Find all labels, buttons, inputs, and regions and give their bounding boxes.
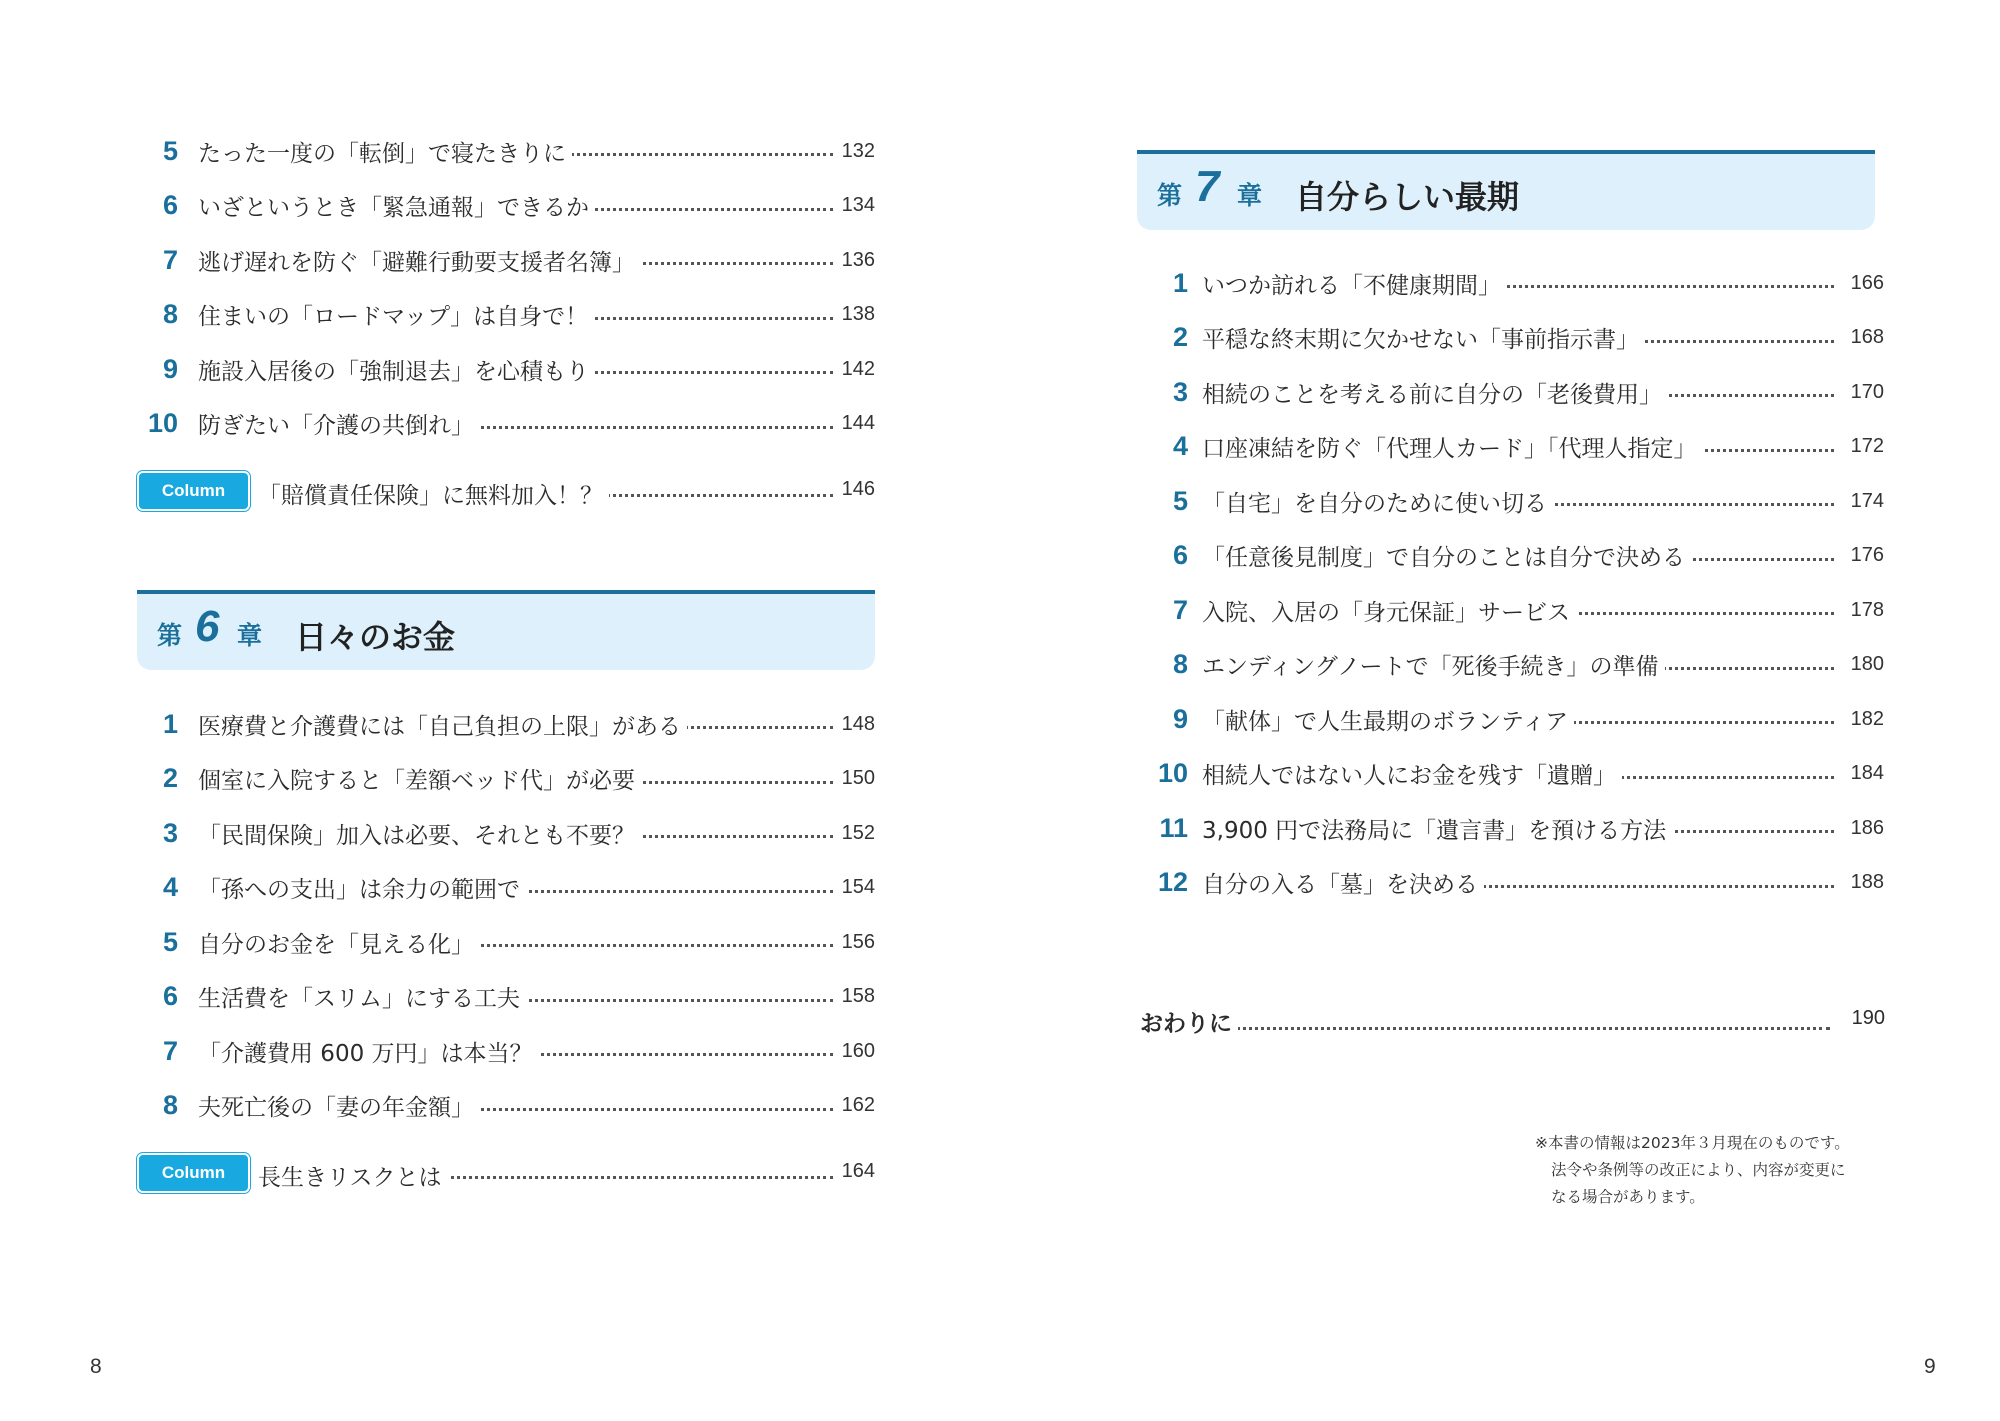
chapter-title: 自分らしい最期	[1295, 178, 1520, 216]
entry-page: 142	[841, 357, 875, 380]
entry-page: 160	[841, 1039, 875, 1062]
entry-title: 自分のお金を「見える化」	[198, 926, 480, 959]
entry-title: 逃げ遅れを防ぐ「避難行動要支援者名簿」	[198, 244, 641, 277]
entry-page: 134	[841, 194, 875, 217]
entry-number: 10	[147, 408, 178, 439]
page-number: 9	[1924, 1355, 1936, 1378]
entry-title: いざというとき「緊急通報」できるか	[198, 189, 595, 222]
entry-title: 防ぎたい「介護の共倒れ」	[198, 407, 480, 440]
entry-number: 7	[1172, 594, 1188, 625]
entry-page: 164	[841, 1160, 875, 1182]
toc-entry[interactable]	[1000, 583, 2000, 638]
entry-title: いつか訪れる「不健康期間」	[1202, 267, 1507, 300]
chapter6-list	[0, 697, 1000, 1201]
column-entry[interactable]	[0, 465, 1000, 519]
entry-title: エンディングノートで「死後手続き」の準備	[1202, 648, 1665, 681]
entry-page: 168	[1850, 326, 1884, 349]
entry-title: 「賠償責任保険」に無料加入！？	[258, 477, 609, 510]
entry-page: 184	[1850, 762, 1884, 785]
chapter-suffix: 章	[1237, 181, 1263, 210]
toc-entry[interactable]	[0, 806, 1000, 861]
toc-entry[interactable]	[1000, 256, 2000, 311]
toc-entry[interactable]	[0, 179, 1000, 234]
entry-page: 178	[1850, 598, 1884, 621]
chapter-6-header[interactable]	[137, 590, 875, 670]
entry-page: 138	[841, 303, 875, 326]
entry-number: 5	[1172, 485, 1188, 516]
chapter-prefix: 第	[157, 621, 183, 650]
toc-entry[interactable]	[0, 861, 1000, 916]
toc-entry[interactable]	[1000, 311, 2000, 366]
publication-note	[1535, 1130, 1895, 1211]
entry-title: 「任意後見制度」で自分のことは自分で決める	[1202, 539, 1691, 572]
toc-entry[interactable]	[1000, 692, 2000, 747]
entry-title: 医療費と介護費には「自己負担の上限」がある	[198, 708, 687, 741]
entry-page: 188	[1850, 871, 1884, 894]
entry-title: 夫死亡後の「妻の年金額」	[198, 1089, 480, 1122]
chapter7-list	[1000, 256, 2000, 910]
entry-page: 170	[1850, 380, 1884, 403]
entry-number: 9	[1172, 703, 1188, 734]
entry-number: 1	[1172, 267, 1188, 298]
column-badge: Column	[137, 1153, 250, 1193]
entry-page: 174	[1850, 489, 1884, 512]
entry-number: 12	[1157, 867, 1188, 898]
entry-page: 150	[841, 767, 875, 790]
entry-title: 長生きリスクとは	[258, 1159, 448, 1192]
entry-page: 152	[841, 821, 875, 844]
entry-page: 180	[1850, 653, 1884, 676]
toc-entry[interactable]	[0, 970, 1000, 1025]
note-line: ※本書の情報は2023年３月現在のものです。	[1535, 1134, 1850, 1152]
toc-entry[interactable]	[0, 124, 1000, 179]
chapter-prefix: 第	[1157, 181, 1183, 210]
entry-number: 3	[1172, 376, 1188, 407]
entry-title: 口座凍結を防ぐ「代理人カード」「代理人指定」	[1202, 430, 1703, 463]
entry-page: 146	[841, 478, 875, 500]
entry-number: 7	[162, 1035, 178, 1066]
toc-entry[interactable]	[1000, 365, 2000, 420]
entry-title: 住まいの「ロードマップ」は自身で！	[198, 298, 594, 331]
entry-title: 「自宅」を自分のために使い切る	[1202, 485, 1553, 518]
entry-number: 4	[1172, 431, 1188, 462]
chapter-number: 6	[195, 602, 220, 651]
entry-number: 6	[162, 981, 178, 1012]
chapter-title: 日々のお金	[295, 618, 456, 656]
entry-number: 5	[162, 135, 178, 166]
entry-page: 148	[841, 712, 875, 735]
entry-number: 5	[162, 926, 178, 957]
entry-page: 162	[841, 1094, 875, 1117]
entry-page: 144	[841, 412, 875, 435]
entry-title: 生活費を「スリム」にする工夫	[198, 980, 526, 1013]
entry-title: 平穏な終末期に欠かせない「事前指示書」	[1202, 321, 1645, 354]
toc-entry[interactable]	[0, 915, 1000, 970]
column-entry[interactable]	[0, 1147, 1000, 1201]
closing-title: おわりに	[1140, 1005, 1238, 1038]
toc-entry[interactable]	[0, 342, 1000, 397]
entry-title: 施設入居後の「強制退去」を心積もり	[198, 353, 595, 386]
toc-entry[interactable]	[1000, 856, 2000, 911]
entry-number: 8	[1172, 649, 1188, 680]
entry-number: 10	[1157, 758, 1188, 789]
entry-title: 自分の入る「墓」を決める	[1202, 866, 1484, 899]
chapter-number: 7	[1195, 162, 1220, 211]
entry-number: 3	[162, 817, 178, 848]
entry-page: 166	[1850, 271, 1884, 294]
entry-title: 「献体」で人生最期のボランティア	[1202, 703, 1574, 736]
closing-page: 190	[1851, 1007, 1885, 1029]
entry-number: 6	[162, 190, 178, 221]
toc-entry[interactable]	[1000, 420, 2000, 475]
toc-entry[interactable]	[1000, 638, 2000, 693]
entry-number: 2	[1172, 322, 1188, 353]
entry-page: 156	[841, 930, 875, 953]
entry-number: 4	[162, 872, 178, 903]
entry-number: 11	[1159, 812, 1188, 843]
entry-title: 「孫への支出」は余力の範囲で	[198, 871, 526, 904]
entry-page: 158	[841, 985, 875, 1008]
chapter-suffix: 章	[237, 621, 263, 650]
toc-entry[interactable]	[0, 1024, 1000, 1079]
note-line: 法令や条例等の改正により、内容が変更に	[1551, 1161, 1846, 1179]
entry-title: 「民間保険」加入は必要、それとも不要？	[198, 817, 641, 850]
toc-entry[interactable]	[1000, 801, 2000, 856]
right-page	[1000, 0, 2000, 1421]
toc-entry[interactable]	[0, 397, 1000, 452]
entry-page: 176	[1850, 544, 1884, 567]
entry-title: 個室に入院すると「差額ベッド代」が必要	[198, 762, 641, 795]
entry-number: 6	[1172, 540, 1188, 571]
entry-page: 182	[1850, 707, 1884, 730]
closing-entry[interactable]	[1140, 1005, 1885, 1045]
toc-entry[interactable]	[0, 288, 1000, 343]
entry-page: 136	[841, 248, 875, 271]
entry-number: 2	[162, 763, 178, 794]
entry-title: 入院、入居の「身元保証」サービス	[1202, 594, 1576, 627]
toc-entry[interactable]	[0, 233, 1000, 288]
note-line: なる場合があります。	[1551, 1188, 1705, 1206]
entry-number: 9	[162, 353, 178, 384]
chapter5-continued-list	[0, 124, 1000, 519]
toc-entry[interactable]	[0, 752, 1000, 807]
toc-entry[interactable]	[1000, 747, 2000, 802]
entry-page: 154	[841, 876, 875, 899]
entry-number: 7	[162, 244, 178, 275]
entry-number: 1	[162, 708, 178, 739]
entry-page: 132	[841, 139, 875, 162]
entry-number: 8	[162, 1090, 178, 1121]
page-number: 8	[90, 1355, 102, 1378]
chapter-7-header[interactable]	[1137, 150, 1875, 230]
toc-entry[interactable]	[0, 697, 1000, 752]
entry-page: 172	[1850, 435, 1884, 458]
entry-title: 「介護費用 600 万円」は本当？	[198, 1035, 539, 1068]
entry-title: たった一度の「転倒」で寝たきりに	[198, 135, 572, 168]
entry-title: 相続人ではない人にお金を残す「遺贈」	[1202, 757, 1622, 790]
entry-number: 8	[162, 299, 178, 330]
toc-entry[interactable]	[1000, 529, 2000, 584]
entry-page: 186	[1850, 816, 1884, 839]
column-badge: Column	[137, 471, 250, 511]
dot-leader	[1140, 1027, 1830, 1030]
entry-title: 相続のことを考える前に自分の「老後費用」	[1202, 376, 1668, 409]
entry-title: 3,900 円で法務局に「遺言書」を預ける方法	[1202, 812, 1672, 845]
toc-entry[interactable]	[1000, 474, 2000, 529]
toc-entry[interactable]	[0, 1079, 1000, 1134]
